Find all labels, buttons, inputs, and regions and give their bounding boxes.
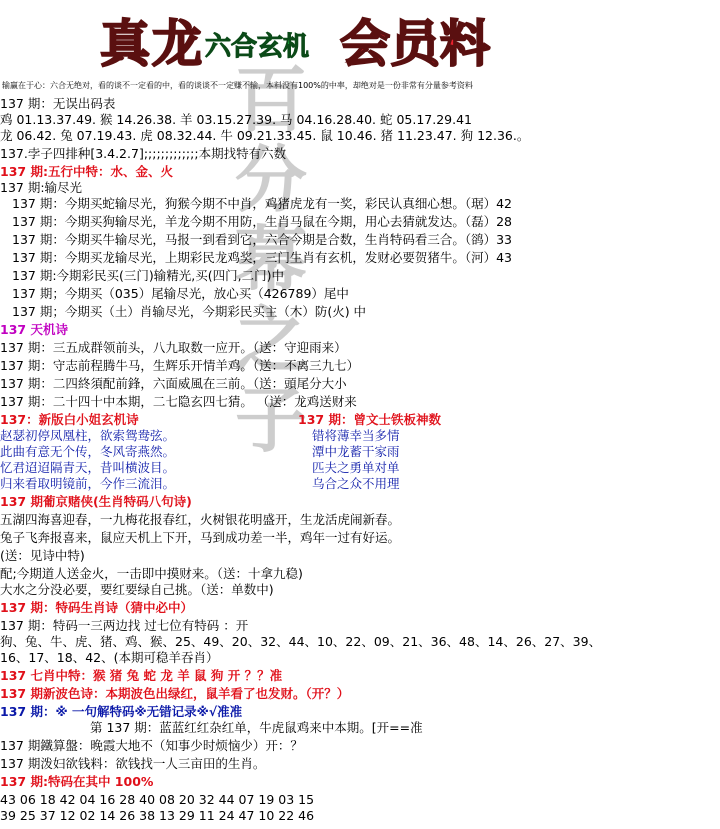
text-line: 137 期:特码在其中 100%	[0, 774, 154, 789]
text-line: 137 期：守志前程腾牛马，生辉乐开情羊鸡。（送：不离三九七）	[0, 358, 360, 373]
text-line: 137 期葡京赌侠(生肖特码八句诗)	[0, 494, 192, 509]
right-column-line: 乌合之众不用理	[312, 476, 400, 491]
text-line: 137 期：无误出码表	[0, 96, 116, 111]
title-left: 真龙	[100, 14, 204, 73]
watermark: 百分幕之子	[234, 57, 307, 462]
text-line: 137 期：今期买狗输尽光，羊龙今期不用防，生肖马鼠在今期，用心去猜就发达。（磊）28	[12, 214, 512, 229]
right-column-title: 137 期：曾文士铁板神数	[298, 412, 441, 427]
text-line: 137 期：今期买蛇输尽光，狗猴今期不中肖，鸡猪虎龙有一奖，彩民认真细心想。（琚）42	[12, 196, 512, 211]
text-line: 鸡 01.13.37.49. 猴 14.26.38. 羊 03.15.27.39. 马 04.16.28.40. 蛇 05.17.29.41	[0, 112, 472, 127]
text-line: 大水之分没必要，要红要绿自己挑。（送：单数中)	[0, 582, 274, 597]
text-line: 137 期:今期彩民买(三门)输精光,买(四门,二门)中	[12, 268, 284, 283]
right-column-line: 潭中龙蓄干家雨	[312, 444, 400, 459]
text-line: 137 期：二十四十中本期，二七隐玄四七猜。 （送：龙鸡送财来	[0, 394, 357, 409]
text-line: (送：见诗中特)	[0, 548, 85, 563]
text-line: 忆君迢迢隔青天，昔叫横波目。	[0, 460, 176, 475]
title-middle: 六合玄机	[205, 32, 310, 62]
text-line: 配;今期道人送金火，一击即中摸财来。（送：十拿九稳)	[0, 566, 303, 581]
text-line: 第 137 期：蓝蓝红红杂红单，牛虎鼠鸡来中本期。[开==准	[90, 720, 423, 735]
text-line: 归来看取明镜前，今作三流泪。	[0, 476, 176, 491]
text-line: 狗、兔、牛、虎、猪、鸡、猴、25、49、20、32、44、10、22、09、21、36、48、14、26、27、39、	[0, 634, 602, 649]
text-line: 137 期：※ 一句解特码※无错记录※√准准	[0, 704, 243, 719]
text-line: 16、17、18、42、(本期可稳羊吞肖）	[0, 650, 219, 665]
text-line: 137 期鐵算盤：晚霞大地不（知事少时烦恼少）开：？	[0, 738, 303, 753]
text-line: 43 06 18 42 04 16 28 40 08 20 32 44 07 19 03 15	[0, 792, 315, 807]
right-column-line: 错将薄幸当多情	[312, 428, 400, 443]
text-line: 137 天机诗	[0, 322, 68, 337]
text-line: 赵瑟初停凤凰柱，欲索鸳鸯弦。	[0, 428, 176, 443]
right-column-line: 匹夫之勇单对单	[312, 460, 400, 475]
text-line: 137 期泼妇欲钱料：欲钱找一人三亩田的生肖。	[0, 756, 266, 771]
text-line: 137 期新波色诗：本期波色出绿红，鼠羊看了也发财。（开？）	[0, 686, 350, 701]
text-line: 137 期：二四終須配前鋒，六面威風在三前。（送：頭尾分大小	[0, 376, 347, 391]
text-line: 137 期：三五成群领前头，八九取数一应开。（送：守迎雨来）	[0, 340, 347, 355]
text-line: 137 七肖中特：猴 猪 兔 蛇 龙 羊 鼠 狗 开 ？？准	[0, 668, 283, 683]
title-right: 会员料	[340, 14, 490, 73]
header-banner	[0, 0, 720, 78]
text-line: 137 期:输尽光	[0, 180, 83, 195]
text-line: 137 期：特码一三两边找 过七位有特码 ：开	[0, 618, 249, 633]
text-line: 五湖四海喜迎春，一九梅花报春红，火树银花明盛开，生龙活虎闹新春。	[0, 512, 401, 527]
text-line: 137 期：今期买牛输尽光，马报一到看到它，六合今期是合数，生肖特码看三合。（鹆）33	[12, 232, 512, 247]
text-line: 137.孛子四排种[3.4.2.7];;;;;;;;;;;;;本期找特有六数	[0, 146, 287, 161]
text-line: 39 25 37 12 02 14 26 38 13 29 11 24 47 10 22 46	[0, 808, 315, 823]
text-line: 137 期；今期买（035）尾输尽光，放心买（426789）尾中	[12, 286, 349, 301]
text-line: 137 期：今期买龙输尽光，上期彩民龙鸡奖，三门生肖有玄机，发财必要贺猪牛。（河）43	[12, 250, 512, 265]
disclaimer: 输赢在于心：六合无绝对，看的谈不一定看的中，看的谈谈不一定赚不输，本料没有100%的中率，却绝对是一份非常有分量参考资料	[2, 81, 473, 90]
text-line: 137 期；今期买（土）肖输尽光，今期彩民买主（木）防(火) 中	[12, 304, 367, 319]
text-line: 此曲有意无个传，冬风寄燕然。	[0, 444, 176, 459]
text-line: 137：新版白小姐玄机诗	[0, 412, 139, 427]
text-line: 兔子飞奔报喜来，鼠应天机上下开，马到成功差一半，鸡年一过有好运。	[0, 530, 401, 545]
text-line: 龙 06.42. 兔 07.19.43. 虎 08.32.44. 牛 09.21.33.45. 鼠 10.46. 猪 11.23.47. 狗 12.36.。	[0, 128, 530, 143]
text-line: 137 期:五行中特：水、金、火	[0, 164, 173, 179]
text-line: 137 期：特码生肖诗（猜中必中）	[0, 600, 193, 615]
